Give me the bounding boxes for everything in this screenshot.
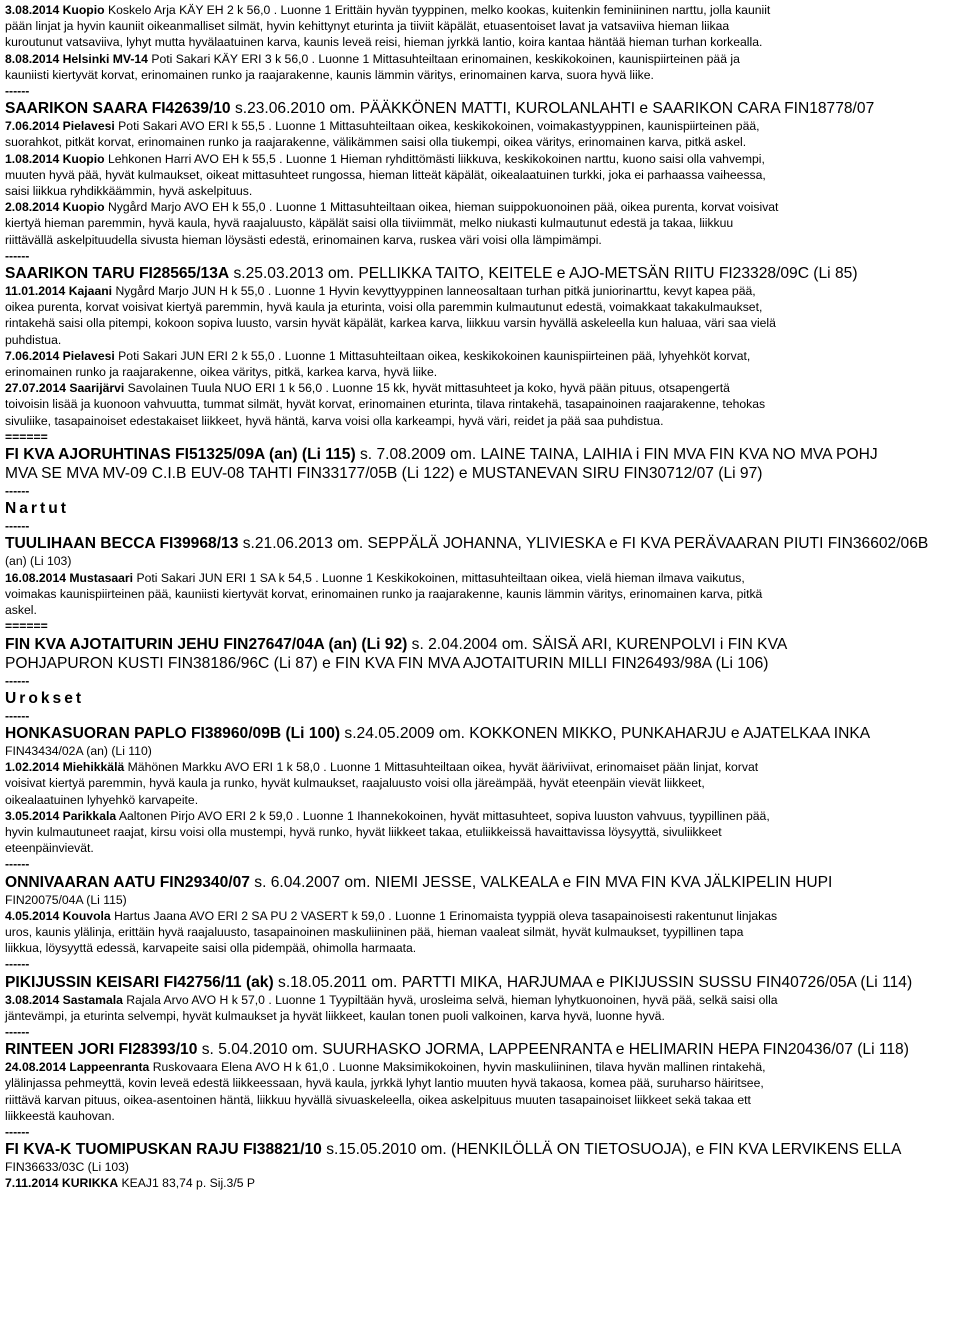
regular-part: askel.: [5, 603, 37, 618]
text-line: [5, 396, 954, 412]
dog-heading: [5, 973, 954, 992]
dog-heading: [5, 534, 954, 553]
text-line: [5, 364, 954, 380]
regular-part: s.18.05.2011 om. PARTTI MIKA, HARJUMAA e PIKIJUSSIN SUSSU FIN40726/05A (Li 114): [273, 973, 913, 991]
section-heading: [5, 689, 954, 708]
regular-part: uros, kaunis ylälinja, erittäin hyvä raajaluusto, tasapainoinen maskuliininen pää, hieman vaaleat silmät, hyvät kulmaukset, tyypillinen tapa: [5, 924, 744, 939]
regular-part: Poti Sakari AVO ERI k 55,5 . Luonne 1 Mittasuhteiltaan oikea, keskikokoinen, voimakastyyppinen, kaunispiirteinen pää,: [114, 119, 760, 134]
dog-heading: [5, 264, 954, 283]
dog-heading: [5, 99, 954, 118]
dog-heading: [5, 635, 954, 654]
text-line: [5, 199, 954, 215]
text-line: [5, 332, 954, 348]
regular-part: voimakas kaunispiirteinen pää, kauniisti kiertyvät korvat, erinomainen runko ja raajarakenne, kaunis lämmin väritys, erinomainen karva, pitkä: [5, 586, 763, 601]
bold-part: 16.08.2014 Mustasaari: [5, 570, 134, 585]
text-line: [5, 1008, 954, 1024]
text-line: [5, 348, 954, 364]
text-line: [5, 2, 954, 18]
bold-part: 3.08.2014 Kuopio: [5, 3, 105, 17]
bold-part: 1.02.2014 Miehikkälä: [5, 760, 125, 775]
text-line: [5, 232, 954, 248]
regular-part: s. 5.04.2010 om. SUURHASKO JORMA, LAPPEENRANTA e HELIMARIN HEPA FIN20436/07 (Li 118): [197, 1041, 909, 1059]
regular-part: Aaltonen Pirjo AVO ERI 2 k 59,0 . Luonne 1 Ihannekokoinen, hyvät mittasuhteet, sopiva luuston vahvuus, tyypillinen pää,: [116, 808, 770, 823]
bold-part: 2.08.2014 Kuopio: [5, 200, 105, 215]
separator: [5, 248, 954, 264]
bold-part: HONKASUORAN PAPLO FI38960/09B (Li 100): [5, 724, 341, 742]
regular-part: riittävä karvan pituus, oikea-asentoinen häntä, liikkuu hyvällä sivuaskeleella, oikea askelpituus muuten tasapainoiset liikkeet sekä takaa ett: [5, 1092, 751, 1107]
regular-part: Poti Sakari JUN ERI 2 k 55,0 . Luonne 1 Mittasuhteiltaan oikea, keskikokoinen kaunispiirteinen pää, lyhyehköt korvat,: [114, 348, 751, 363]
regular-part: FIN20075/04A (Li 115): [5, 892, 127, 907]
regular-part: toivoisin lisää ja kuonoon vahvuutta, tummat silmät, hyvät korvat, erinomainen eturinta, tilava rintakehä, tasapainoinen raajarakenne, tehokas: [5, 397, 766, 412]
separator: [5, 673, 954, 689]
text-line: [5, 215, 954, 231]
text-line: [5, 840, 954, 856]
regular-part: Nygård Marjo AVO EH k 55,0 . Luonne 1 Mittasuhteiltaan oikea, hieman suippokuonoinen pää, oikea purenta, korvat voisivat: [104, 200, 779, 215]
bold-part: SAARIKON SAARA FI42639/10: [5, 100, 231, 118]
regular-part: FIN36633/03C (Li 103): [5, 1160, 129, 1175]
text-line: [5, 1075, 954, 1091]
text-line: [5, 992, 954, 1008]
regular-part: Ruskovaara Elena AVO H k 61,0 . Luonne Maksimikokoinen, hyvin maskuliininen, tilava hyvän mallinen rintakehä,: [149, 1060, 766, 1075]
regular-part: s.21.06.2013 om. SEPPÄLÄ JOHANNA, YLIVIESKA e FI KVA PERÄVAARAN PIUTI FIN36602/06B: [238, 535, 929, 553]
regular-part: sivuliike, tasapainoiset edestakaiset liikkeet, hyvä häntä, karva voisi olla karkeampi, hyvä väri, reidet ja pää saa puhdistua.: [5, 413, 664, 428]
bold-part: FI KVA-K TUOMIPUSKAN RAJU FI38821/10: [5, 1141, 322, 1159]
regular-part: Hartus Jaana AVO ERI 2 SA PU 2 VASERT k 59,0 . Luonne 1 Erinomaista tyyppiä oleva tasapainoisesti rakentunut linjakas: [110, 908, 778, 923]
dog-heading: [5, 724, 954, 743]
bold-part: 3.05.2014 Parikkala: [5, 808, 117, 823]
bold-part: ------: [5, 484, 30, 499]
dog-heading: [5, 1040, 954, 1059]
regular-part: Rajala Arvo AVO H k 57,0 . Luonne 1 Tyypiltään hyvä, urosleima selvä, hieman lyhytkuonoinen, hyvä pää, selkä saisi olla: [122, 992, 778, 1007]
text-line: [5, 775, 954, 791]
regular-part: kiertyä hieman paremmin, hyvä kaula, hyvä raajaluusto, käpälät saisi olla tiiviimmät, melko niukasti kulmautunut edestä ja takaa, liikkuu: [5, 216, 734, 231]
regular-part: saisi liikkua ryhdikkäämmin, hyvä askelpituus.: [5, 184, 253, 199]
text-line: [5, 1092, 954, 1108]
bold-part: ------: [5, 248, 30, 263]
regular-part: liikkua, löysyyttä edessä, karvapeite saisi olla pidempää, ohimolla harmaata.: [5, 941, 417, 956]
bold-part: ONNIVAARAN AATU FIN29340/07: [5, 873, 250, 891]
dog-heading: [5, 445, 954, 464]
regular-part: puhdistua.: [5, 332, 62, 347]
separator: [5, 956, 954, 972]
bold-part: SAARIKON TARU FI28565/13A: [5, 265, 230, 283]
bold-part: ------: [5, 519, 30, 534]
text-line: [5, 1108, 954, 1124]
separator: [5, 1124, 954, 1140]
text-line: [5, 18, 954, 34]
regular-part: Lehkonen Harri AVO EH k 55,5 . Luonne 1 Hieman ryhdittömästi liikkuva, keskikokoinen narttu, kuono saisi olla vahvempi,: [104, 151, 765, 166]
regular-part: s. 6.04.2007 om. NIEMI JESSE, VALKEALA e FIN MVA FIN KVA JÄLKIPELIN HUPI: [249, 873, 833, 891]
bold-part: ------: [5, 1024, 30, 1039]
bold-part: ------: [5, 1124, 30, 1139]
text-line: [5, 808, 954, 824]
text-line: [5, 118, 954, 134]
section-heading: [5, 499, 954, 518]
bold-part: 3.08.2014 Sastamala: [5, 992, 123, 1007]
text-line: [5, 183, 954, 199]
regular-part: s.23.06.2010 om. PÄÄKKÖNEN MATTI, KUROLANLAHTI e SAARIKON CARA FIN18778/07: [230, 100, 875, 118]
regular-part: kuroutunut vatsaviiva, lyhyt mutta hyvälaatuinen karva, kaunis leveä reisi, hieman jyrkkä lantio, koira kantaa häntää hieman turhan korkealla.: [5, 35, 763, 50]
regular-part: s.15.05.2010 om. (HENKILÖLLÄ ON TIETOSUOJA), e FIN KVA LERVIKENS ELLA: [321, 1141, 902, 1159]
bold-part: Nartut: [5, 500, 69, 518]
regular-part: pään linjat ja hyvin kauniit oikeanmalliset silmät, hyvin kehittynyt eturinta ja tiiviit käpälät, etuasentoiset lavat ja vatsaviiva hieman liikaa: [5, 19, 730, 34]
text-line: [5, 67, 954, 83]
text-line: [5, 940, 954, 956]
text-line: [5, 51, 954, 67]
regular-part: jäntevämpi, ja eturinta selvempi, hyvät kulmaukset ja hyvät liikkeet, kaulan tonen puoli valkoinen, karva hyvä, luonne hyvä.: [5, 1008, 665, 1023]
bold-part: TUULIHAAN BECCA FI39968/13: [5, 535, 239, 553]
regular-part: Savolainen Tuula NUO ERI 1 k 56,0 . Luonne 15 kk, hyvät mittasuhteet ja koko, hyvä pään pituus, otsapengertä: [124, 381, 730, 396]
regular-part: POHJAPURON KUSTI FIN38186/96C (Li 87) e FIN KVA FIN MVA AJOTAITURIN MILLI FIN26493/98A (Li 106): [5, 654, 769, 672]
bold-part: Urokset: [5, 689, 85, 707]
text-line: [5, 759, 954, 775]
text-line: [5, 602, 954, 618]
text-line: [5, 151, 954, 167]
separator: [5, 618, 954, 634]
bold-part: ------: [5, 673, 30, 688]
dog-heading: [5, 1140, 954, 1159]
bold-part: FIN KVA AJOTAITURIN JEHU FIN27647/04A (an) (Li 92): [5, 635, 408, 653]
bold-part: 7.11.2014 KURIKKA: [5, 1176, 119, 1191]
separator: [5, 483, 954, 499]
bold-part: 7.06.2014 Pielavesi: [5, 119, 115, 134]
bold-part: 27.07.2014 Saarijärvi: [5, 381, 125, 396]
text-line: [5, 413, 954, 429]
bold-part: ======: [5, 429, 48, 444]
bold-part: ------: [5, 708, 30, 723]
regular-part: hyvin kulmautuneet raajat, kirsu voisi olla mustempi, hyvä runko, hyvät liikkeet takaa, etuliikkeissä havaittavissa löysyyttä, sivuliikkeet: [5, 824, 722, 839]
text-line: [5, 586, 954, 602]
bold-part: ======: [5, 619, 48, 634]
separator: [5, 83, 954, 99]
regular-part: oikealaatuinen lyhyehkö karvapeite.: [5, 792, 199, 807]
text-line: [5, 380, 954, 396]
regular-part: kauniisti kiertyvät korvat, erinomainen runko ja raajarakenne, kaunis lämmin väritys, erinomainen karva, suora hyvä liike.: [5, 67, 654, 82]
bold-part: 4.05.2014 Kouvola: [5, 908, 111, 923]
regular-part: s. 2.04.2004 om. SÄISÄ ARI, KURENPOLVI i FIN KVA: [407, 635, 788, 653]
bold-part: 1.08.2014 Kuopio: [5, 151, 105, 166]
regular-part: eteenpäinvievät.: [5, 841, 94, 856]
text-line: [5, 1175, 954, 1191]
dog-heading: [5, 873, 954, 892]
regular-part: ylälinjassa pehmeyttä, kovin leveä edestä liikkeessaan, hyvä kaula, jyrkkä lyhyt lantio muuten hyvä takaosa, komea pää, suruharso häiritsee,: [5, 1076, 764, 1091]
regular-part: riittävällä askelpituudella sivusta hieman löysästi edestä, erinomainen karva, ruskea väri voisi olla lämpimämpi.: [5, 232, 602, 247]
regular-part: erinomainen runko ja raajarakenne, oikea väritys, pitkä, karkea karva, hyvä liike.: [5, 365, 438, 380]
text-line: [5, 1159, 954, 1175]
text-line: [5, 315, 954, 331]
regular-part: suorahkot, pitkät korvat, erinomainen runko ja raajarakenne, välikämmen saisi olla tiukempi, oikea väritys, erinomainen karva, pitkä askel.: [5, 135, 747, 150]
regular-part: MVA SE MVA MV-09 C.I.B EUV-08 TAHTI FIN33177/05B (Li 122) e MUSTANEVAN SIRU FIN30712/07 (Li 97): [5, 465, 763, 483]
bold-part: 8.08.2014 Helsinki MV-14: [5, 51, 148, 66]
regular-part: Koskelo Arja KÄY EH 2 k 56,0 . Luonne 1 Erittäin hyvän tyyppinen, melko kookas, kuitenkin feminiininen narttu, jolla kauniit: [104, 3, 771, 17]
text-line: [5, 924, 954, 940]
regular-part: liikkeestä kauhovan.: [5, 1108, 115, 1123]
separator: [5, 708, 954, 724]
regular-part: voisivat kiertyä paremmin, hyvä kaula ja runko, hyvät kulmaukset, raajaluusto voisi olla järeämpää, hyvät eteenpäin vievät liikkeet,: [5, 776, 705, 791]
regular-part: Poti Sakari KÄY ERI 3 k 56,0 . Luonne 1 Mittasuhteiltaan erinomainen, keskikokoinen, kaunispiirteinen pää ja: [147, 51, 740, 66]
regular-part: oikea purenta, korvat voisivat kiertyä paremmin, hyvä kaula ja eturinta, voisi olla paremmin kulmautunut edestä, voimakkaat takakulmaukset,: [5, 300, 763, 315]
regular-part: s.25.03.2013 om. PELLIKKA TAITO, KEITELE e AJO-METSÄN RIITU FI23328/09C (Li 85): [229, 265, 858, 283]
bold-part: 7.06.2014 Pielavesi: [5, 348, 115, 363]
regular-part: Mähönen Markku AVO ERI 1 k 58,0 . Luonne 1 Mittasuhteiltaan oikea, hyvät ääriviivat, erinomaiset pään linjat, korvat: [124, 760, 759, 775]
bold-part: ------: [5, 957, 30, 972]
text-line: [5, 743, 954, 759]
regular-part: (an) (Li 103): [5, 554, 72, 569]
bold-part: 24.08.2014 Lappeenranta: [5, 1060, 150, 1075]
text-line: [5, 34, 954, 50]
text-line: [5, 553, 954, 569]
bold-part: PIKIJUSSIN KEISARI FI42756/11 (ak): [5, 973, 274, 991]
dog-heading: [5, 654, 954, 673]
text-line: [5, 792, 954, 808]
regular-part: Poti Sakari JUN ERI 1 SA k 54,5 . Luonne 1 Keskikokoinen, mittasuhteiltaan oikea, vielä hieman ilmava vaikutus,: [133, 570, 745, 585]
bold-part: FI KVA AJORUHTINAS FI51325/09A (an) (Li 115): [5, 446, 356, 464]
regular-part: Nygård Marjo JUN H k 55,0 . Luonne 1 Hyvin kevyttyyppinen lanneosaltaan turhan pitkä juniorinarttu, kevyt kapea pää,: [112, 284, 756, 299]
dog-heading: [5, 464, 954, 483]
text-line: [5, 892, 954, 908]
text-line: [5, 1059, 954, 1075]
regular-part: s.24.05.2009 om. KOKKONEN MIKKO, PUNKAHARJU e AJATELKAA INKA: [340, 724, 871, 742]
separator: [5, 429, 954, 445]
regular-part: rintakehä saisi olla pitempi, kokoon sopiva luusto, varsin hyvät käpälät, karkea karva, liikkuu varsin hyvällä askeleella kun haluaa, väri saa vielä: [5, 316, 776, 331]
text-line: [5, 299, 954, 315]
text-line: [5, 570, 954, 586]
text-line: [5, 283, 954, 299]
regular-part: FIN43434/02A (an) (Li 110): [5, 743, 152, 758]
text-line: [5, 167, 954, 183]
text-line: [5, 824, 954, 840]
separator: [5, 856, 954, 872]
text-line: [5, 908, 954, 924]
text-line: [5, 134, 954, 150]
bold-part: RINTEEN JORI FI28393/10: [5, 1041, 198, 1059]
separator: [5, 518, 954, 534]
bold-part: ------: [5, 857, 30, 872]
regular-part: KEAJ1 83,74 p. Sij.3/5 P: [118, 1176, 255, 1191]
regular-part: s. 7.08.2009 om. LAINE TAINA, LAIHIA i FIN MVA FIN KVA NO MVA POHJ: [355, 446, 878, 464]
bold-part: ------: [5, 84, 30, 99]
separator: [5, 1024, 954, 1040]
regular-part: muuten hyvä pää, hyvät kulmaukset, oikeat mittasuhteet rungossa, hieman litteät käpälät, oikealaatuinen turkki, joka ei parhaassa vaiheessa,: [5, 167, 766, 182]
bold-part: 11.01.2014 Kajaani: [5, 284, 113, 299]
